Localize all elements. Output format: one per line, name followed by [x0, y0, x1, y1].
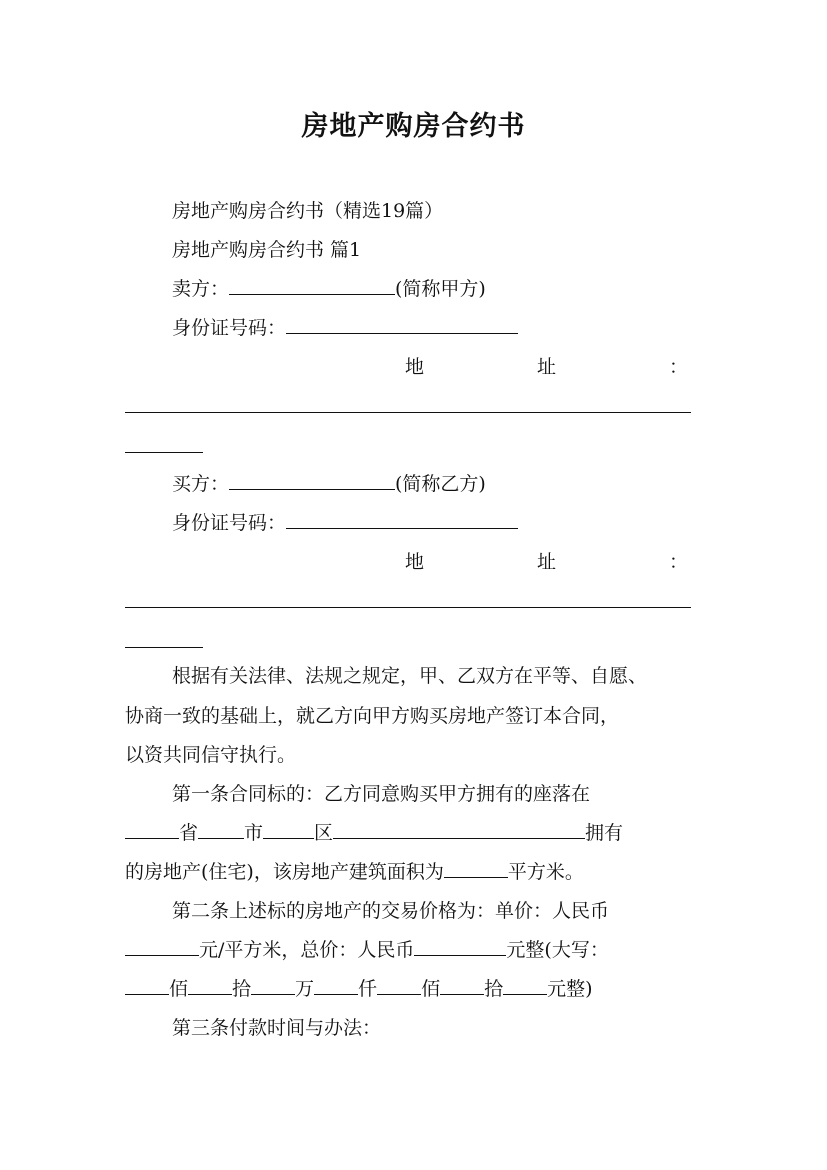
amount-blank-3[interactable] — [251, 976, 295, 995]
buyer-suffix: (简称乙方) — [395, 473, 486, 495]
seller-suffix: (简称甲方) — [395, 278, 486, 300]
buyer-line — [172, 470, 486, 498]
article1-line2: 省 市 区 拥有 — [125, 819, 623, 847]
total-price-blank[interactable] — [414, 937, 506, 956]
buyer-id-label: 身份证号码： — [172, 512, 287, 534]
article1-line3: 的房地产(住宅)，该房地产建筑面积为 平方米。 — [125, 861, 584, 883]
seller-id-label: 身份证号码： — [172, 317, 287, 339]
amount-blank-1[interactable] — [125, 976, 169, 995]
para1-line1: 根据有关法律、法规之规定，甲、乙双方在平等、自愿、 — [172, 665, 648, 687]
seller-line — [172, 275, 486, 303]
seller-address-blank-2[interactable] — [125, 452, 203, 453]
document-title: 房地产购房合约书 — [301, 111, 526, 142]
article2-line1: 第二条上述标的房地产的交易价格为：单价：人民币 — [172, 900, 610, 922]
para1-line2: 协商一致的基础上，就乙方向甲方购买房地产签订本合同， — [125, 705, 620, 727]
section-heading: 房地产购房合约书 篇1 — [172, 239, 362, 261]
amount-blank-2[interactable] — [188, 976, 232, 995]
buyer-label: 买方： — [172, 473, 230, 495]
city-blank[interactable] — [198, 820, 244, 839]
buyer-address-blank-1[interactable] — [125, 607, 691, 608]
seller-name-blank[interactable] — [229, 276, 395, 295]
amount-blank-6[interactable] — [440, 976, 484, 995]
province-blank[interactable] — [125, 820, 179, 839]
buyer-address-blank-2[interactable] — [125, 647, 203, 648]
buyer-name-blank[interactable] — [229, 471, 395, 490]
seller-address-blank-1[interactable] — [125, 412, 691, 413]
seller-id-line — [172, 314, 518, 342]
location-blank[interactable] — [333, 820, 585, 839]
unit-price-blank[interactable] — [125, 937, 199, 956]
area-blank[interactable] — [444, 859, 508, 878]
buyer-address-label: 地 址 ： — [405, 551, 688, 573]
amount-blank-4[interactable] — [314, 976, 358, 995]
amount-blank-5[interactable] — [377, 976, 421, 995]
article1-line1: 第一条合同标的：乙方同意购买甲方拥有的座落在 — [172, 783, 591, 805]
buyer-id-blank[interactable] — [286, 510, 518, 529]
article2-line2: 元/平方米，总价：人民币 元整(大写： — [125, 936, 609, 964]
article3-line: 第三条付款时间与办法： — [172, 1017, 382, 1039]
intro-line: 房地产购房合约书（精选19篇） — [172, 200, 444, 222]
district-blank[interactable] — [263, 820, 314, 839]
seller-label: 卖方： — [172, 278, 230, 300]
amount-blank-7[interactable] — [503, 976, 547, 995]
buyer-id-line — [172, 509, 518, 537]
article2-line3: 佰 拾 万 仟 佰 拾 元整) — [125, 975, 593, 1003]
seller-id-blank[interactable] — [286, 315, 518, 334]
para1-line3: 以资共同信守执行。 — [125, 744, 297, 766]
seller-address-label: 地 址 ： — [405, 356, 688, 378]
